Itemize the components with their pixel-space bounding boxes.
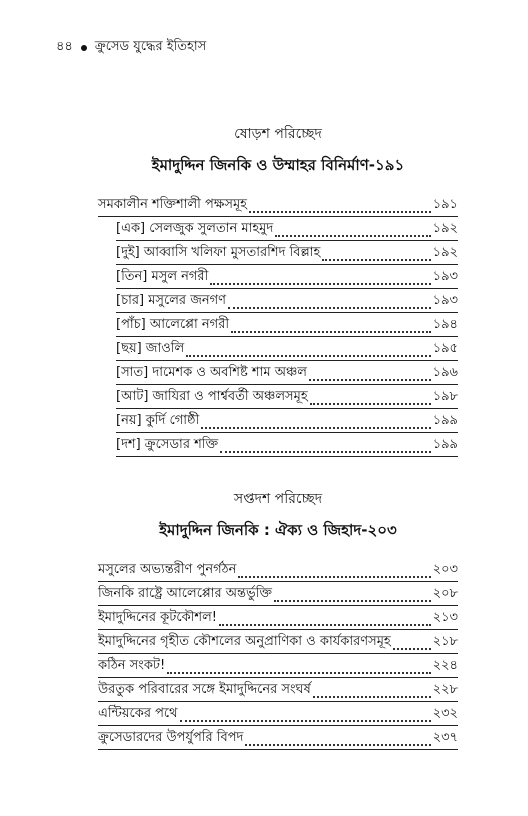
dot-leader — [275, 225, 430, 237]
dot-leader — [201, 417, 430, 429]
dot-leader — [310, 393, 431, 405]
toc-entry-page: ২১৩ — [432, 610, 458, 625]
toc-entry — [116, 385, 458, 409]
toc-entry-page: ২২৪ — [432, 658, 458, 673]
toc-entry — [98, 678, 458, 702]
running-header — [56, 37, 206, 58]
toc-entry-title: [নয়] কুর্দি গোষ্ঠী — [116, 413, 200, 428]
dot-leader — [220, 441, 431, 453]
toc-entry-title: উরতুক পরিবারের সঙ্গে ইমাদুদ্দিনের সংঘর্ষ — [98, 682, 311, 697]
toc-entry — [98, 606, 458, 630]
toc-entry-page: ১৯৮ — [432, 389, 458, 404]
dot-leader — [228, 297, 431, 309]
dot-leader — [245, 734, 430, 746]
toc-entry-page: ১৯৪ — [432, 317, 458, 332]
toc-entry — [116, 337, 458, 361]
toc-entry-page: ১৯১ — [432, 197, 458, 212]
toc-entry — [116, 265, 458, 289]
toc-entry-title: [আট] জাযিরা ও পার্শ্ববর্তী অঞ্চলসমূহ — [116, 389, 308, 404]
dot-leader — [167, 662, 430, 674]
toc-entry-page: ১৯৯ — [432, 413, 458, 428]
chapter-17-section — [98, 487, 458, 750]
dot-leader — [219, 614, 431, 626]
toc-entry — [116, 313, 458, 337]
dot-leader — [238, 566, 430, 578]
toc-entry-page: ১৯২ — [432, 245, 458, 260]
chapter-16-section — [98, 122, 458, 457]
toc-entry-page: ২৩২ — [432, 706, 458, 721]
toc-entry-title: কঠিন সংকট! — [98, 658, 166, 673]
dot-leader — [186, 345, 431, 357]
toc-entry — [98, 630, 458, 654]
toc-entry-page: ১৯৬ — [432, 365, 458, 380]
toc-entry-title: [চার] মসুলের জনগণ — [116, 293, 226, 308]
dot-leader — [322, 249, 430, 261]
chapter-title: ইমাদুদ্দিন জিনকি : ঐক্য ও জিহাদ-২০৩ — [159, 521, 397, 539]
dot-leader — [249, 201, 431, 213]
dot-leader — [313, 686, 431, 698]
toc-entry-title: ইমাদুদ্দিনের গৃহীত কৌশলের অনুপ্রাণিকা ও কার্যকারণসমূহ — [98, 634, 391, 649]
toc-entry-title: [পাঁচ] আলেপ্পো নগরী — [116, 317, 230, 332]
toc-entry-page: ১৯৫ — [432, 341, 458, 356]
chapter-label: সপ্তদশ পরিচ্ছেদ — [233, 491, 323, 507]
toc-entry — [116, 217, 458, 241]
toc-list — [98, 193, 458, 457]
toc-entry — [116, 361, 458, 385]
toc-entry-title: ক্রুসেডারদের উপর্যুপরি বিপদ — [98, 730, 244, 745]
toc-entry-title: [সাত] দামেশক ও অবশিষ্ট শাম অঞ্চল — [116, 365, 307, 380]
toc-entry-title: মসুলের অভ্যন্তরীণ পুনর্গঠন — [98, 562, 237, 577]
toc-entry-title: [এক] সেলজুক সুলতান মাহমুদ — [116, 221, 274, 236]
dot-leader — [309, 369, 431, 381]
toc-entry-page: ২০৮ — [432, 586, 458, 601]
chapter-title: ইমাদুদ্দিন জিনকি ও উম্মাহর বিনির্মাণ-১৯১ — [151, 156, 405, 174]
toc-entry-title: জিনকি রাষ্ট্রে আলেপ্পোর অন্তর্ভুক্তি — [98, 586, 273, 601]
toc-entry — [116, 433, 458, 457]
toc-entry — [98, 193, 458, 217]
bullet-dot-icon — [81, 45, 87, 51]
toc-entry — [98, 726, 458, 750]
toc-entry — [116, 289, 458, 313]
toc-entry — [98, 702, 458, 726]
toc-entry — [98, 582, 458, 606]
toc-entry — [98, 654, 458, 678]
dot-leader — [210, 273, 430, 285]
toc-entry-title: [দশ] ক্রুসেডার শক্তি — [116, 437, 219, 452]
toc-entry-page: ২৩৭ — [432, 730, 458, 745]
dot-leader — [231, 321, 431, 333]
chapter-label: ষোড়শ পরিচ্ছেদ — [234, 126, 322, 142]
toc-entry-page: ২২৮ — [432, 682, 458, 697]
dot-leader — [180, 710, 431, 722]
toc-list — [98, 558, 458, 750]
toc-entry-title: এন্টিয়কের পথে — [98, 706, 178, 721]
toc-entry-title: [ছয়] জাওলি — [116, 341, 185, 356]
toc-entry-page: ২১৮ — [432, 634, 458, 649]
toc-entry-title: ইমাদুদ্দিনের কূটকৌশল! — [98, 610, 217, 625]
toc-entry-title: [তিন] মসুল নগরী — [116, 269, 209, 284]
toc-entry-page: ১৯৩ — [432, 293, 458, 308]
dot-leader — [274, 590, 431, 602]
toc-entry-title: সমকালীন শক্তিশালী পক্ষসমূহ — [98, 197, 247, 212]
toc-entry-page: ১৯৩ — [432, 269, 458, 284]
toc-entry-page: ১৯৯ — [432, 437, 458, 452]
toc-entry-page: ১৯২ — [432, 221, 458, 236]
book-title: ক্রুসেড যুদ্ধের ইতিহাস — [94, 39, 207, 54]
toc-entry — [98, 558, 458, 582]
toc-entry-title: [দুই] আব্বাসি খলিফা মুসতারশিদ বিল্লাহ — [116, 245, 321, 260]
dot-leader — [393, 638, 431, 650]
toc-entry — [116, 241, 458, 265]
toc-entry — [116, 409, 458, 433]
toc-entry-page: ২০৩ — [432, 562, 458, 577]
page-number: ৪৪ — [56, 39, 73, 54]
